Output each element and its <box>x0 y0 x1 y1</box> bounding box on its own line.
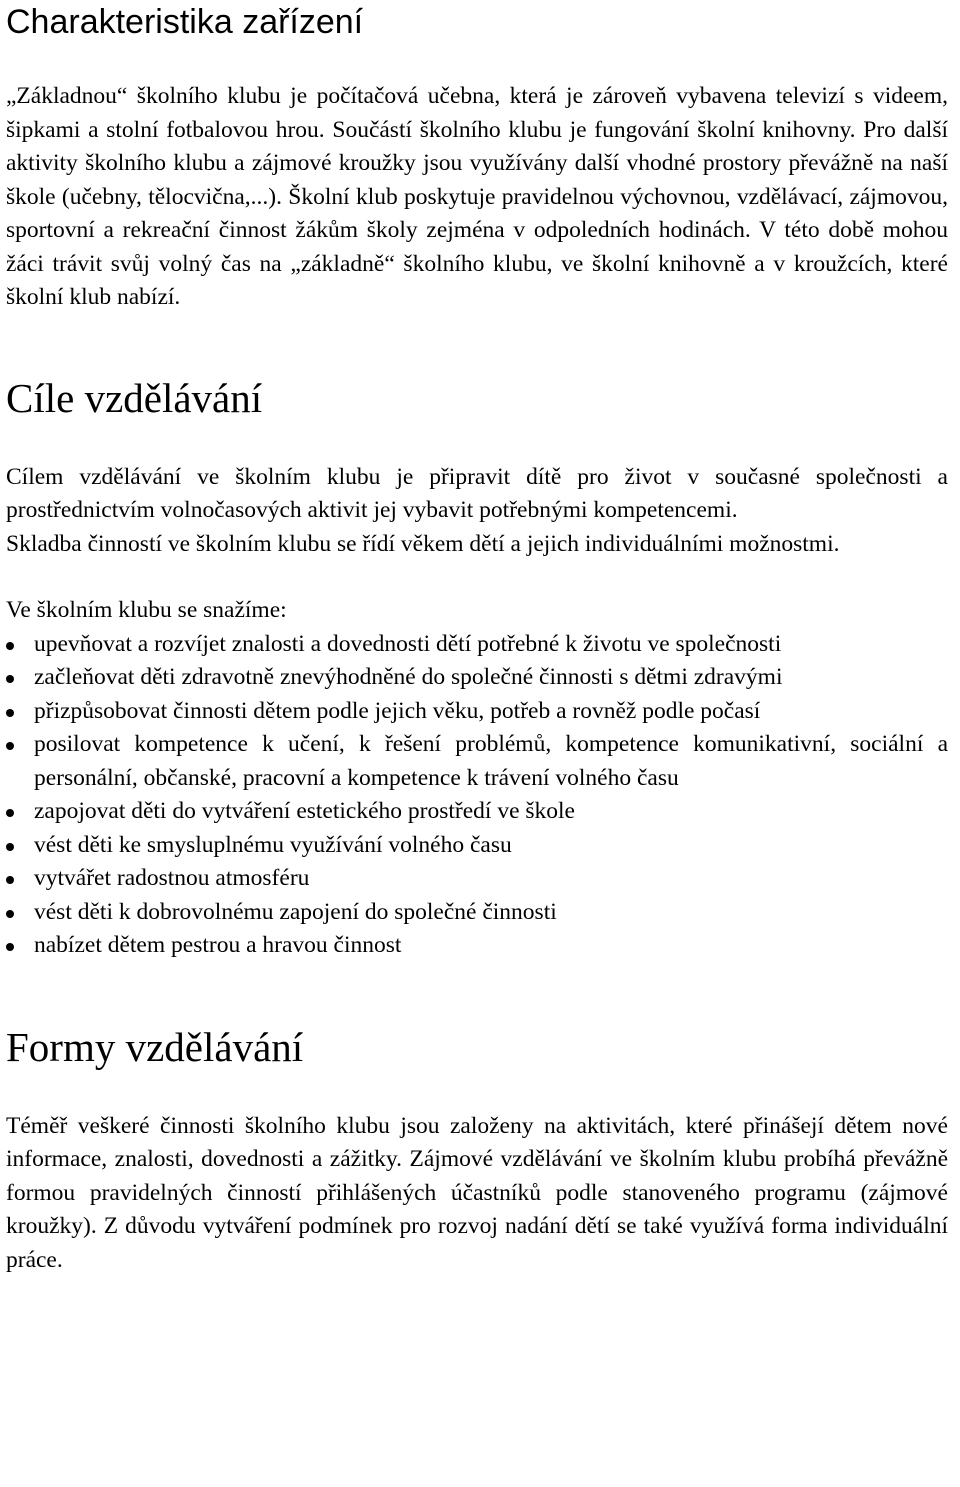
list-item-text: upevňovat a rozvíjet znalosti a dovednosti dětí potřebné k životu ve společnosti <box>34 630 782 657</box>
list-item <box>6 862 948 896</box>
bullet-icon <box>6 910 14 918</box>
bullet-icon <box>6 675 14 683</box>
list-item-text: posilovat kompetence k učení, k řešení problémů, kompetence komunikativní, sociální a personální, občanské, pracovní a kompetence k trávení volného času <box>34 731 948 791</box>
goals-paragraph-1: Cílem vzdělávání ve školním klubu je připravit dítě pro život v současné společnosti a prostřednictvím volnočasových aktivit jej vybavit potřebnými kompetencemi. <box>6 463 948 523</box>
list-item-text: přizpůsobovat činnosti dětem podle jejich věku, potřeb a rovněž podle počasí <box>34 697 761 724</box>
list-item-text: začleňovat děti zdravotně znevýhodněné do společné činnosti s dětmi zdravými <box>34 664 783 690</box>
bullet-icon <box>6 742 14 750</box>
list-item <box>6 661 948 695</box>
list-item-text: vést děti ke smysluplnému využívání volného času <box>34 831 512 858</box>
aims-list <box>6 628 948 963</box>
list-item-text: nabízet dětem pestrou a hravou činnost <box>34 932 402 958</box>
bullet-icon <box>6 943 14 951</box>
list-item <box>6 728 948 795</box>
list-item-text: zapojovat děti do vytváření estetického prostředí ve škole <box>34 798 575 824</box>
section-title-characteristics: Charakteristika zařízení <box>6 3 364 41</box>
bullet-icon <box>6 876 14 884</box>
section-title-goals: Cíle vzdělávání <box>6 374 263 421</box>
list-item <box>6 929 948 963</box>
document-page <box>6 0 948 1277</box>
aims-list-heading: Ve školním klubu se snažíme: <box>6 597 287 623</box>
section-title-forms: Formy vzdělávání <box>6 1023 304 1070</box>
list-item <box>6 896 948 930</box>
bullet-icon <box>6 709 14 717</box>
list-item-text: vést děti k dobrovolnému zapojení do společné činnosti <box>34 898 557 925</box>
forms-paragraph: Téměř veškeré činnosti školního klubu jsou založeny na aktivitách, které přinášejí dětem nové informace, znalosti, dovednosti a zážitky. Zájmové vzdělávání ve školním klubu probíhá převážně formou pravidelných činností přihlášených účastníků podle stanoveného programu (zájmové kroužky). Z důvodu vytváření podmínek pro rozvoj nadání dětí se také využívá forma individuální práce. <box>6 1112 948 1273</box>
list-item <box>6 695 948 729</box>
bullet-icon <box>6 809 14 817</box>
list-item <box>6 795 948 829</box>
goals-paragraph-2: Skladba činností ve školním klubu se řídí věkem dětí a jejich individuálními možnostmi. <box>6 530 840 557</box>
list-item-text: vytvářet radostnou atmosféru <box>34 865 310 891</box>
list-item <box>6 628 948 662</box>
list-item <box>6 829 948 863</box>
bullet-icon <box>6 843 14 851</box>
bullet-icon <box>6 642 14 650</box>
characteristics-paragraph: „Základnou“ školního klubu je počítačová učebna, která je zároveň vybavena televizí s videem, šipkami a stolní fotbalovou hrou. Součástí školního klubu je fungování školní knihovny. Pro další aktivity školního klubu a zájmové kroužky jsou využívány další vhodné prostory převážně na naší škole (učebny, tělocvična,...). Školní klub poskytuje pravidelnou výchovnou, vzdělávací, zájmovou, sportovní a rekreační činnost žákům školy zejména v odpoledních hodinách. V této době mohou žáci trávit svůj volný čas na „základně“ školního klubu, ve školní knihovně a v kroužcích, které školní klub nabízí. <box>6 83 948 310</box>
